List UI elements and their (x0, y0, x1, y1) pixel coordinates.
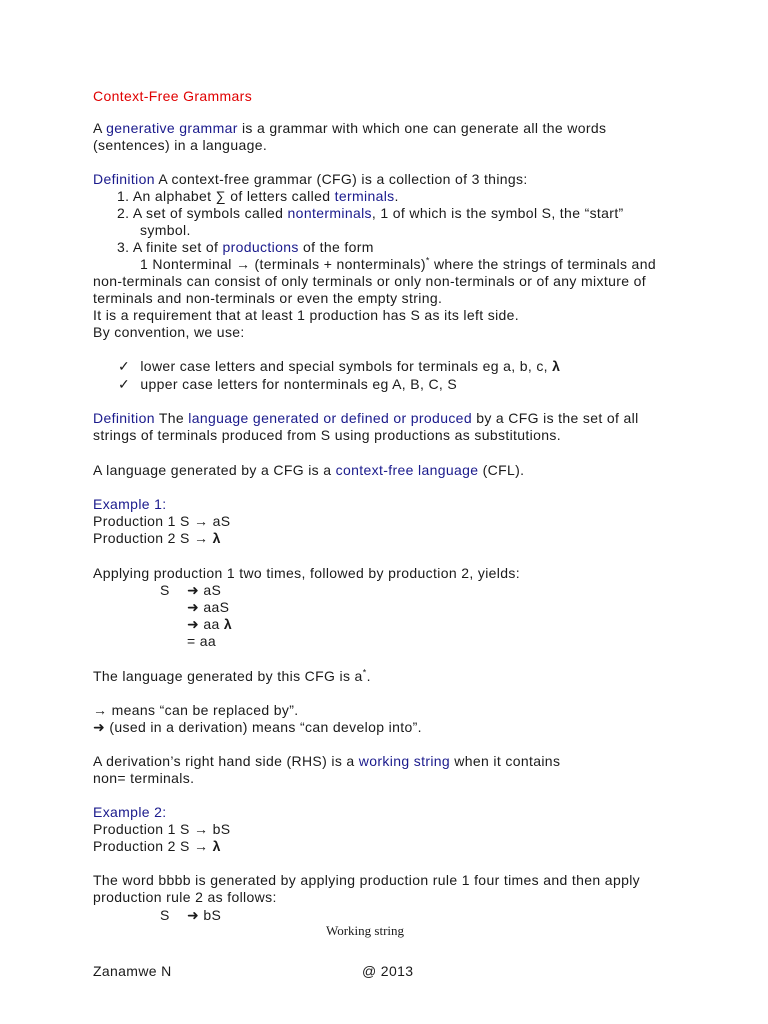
bullet-1 (118, 358, 560, 375)
applying-text: Applying production 1 two times, followed by production 2, yields: (93, 565, 520, 581)
definition-language (93, 410, 639, 427)
intro-line-2: (sentences) in a language. (93, 137, 268, 153)
word-bbbb-line-2: production rule 2 as follows: (93, 889, 277, 905)
example-2-label: Example 2: (93, 804, 167, 820)
list-item-2-cont: symbol. (140, 222, 191, 238)
intro-text: is a grammar with which one can generate all the words (237, 120, 607, 136)
means-replaced: → means “can be replaced by”. (93, 702, 299, 718)
definition-label: Definition (93, 410, 155, 426)
bullet-text: upper case letters for nonterminals eg A, B, C, S (140, 376, 458, 392)
word-bbbb-line-1: The word bbbb is generated by applying production rule 1 four times and then apply (93, 872, 641, 888)
means-develop: ➜ (used in a derivation) means “can develop into”. (93, 719, 422, 735)
list-text: 2. A set of symbols called (117, 205, 288, 221)
cfl-text (93, 462, 524, 479)
definition-text: A context-free grammar (CFG) is a collection of 3 things: (154, 171, 528, 187)
derivation-start: S (160, 582, 170, 598)
example-2-production-1: Production 1 S → bS (93, 821, 231, 837)
lambda-symbol: λ (212, 530, 221, 546)
cfl-plain: A language generated by a CFG is a (93, 462, 336, 478)
checkmark-icon: ✓ (118, 376, 131, 392)
list-item-3 (117, 239, 374, 256)
working-string-def (93, 753, 560, 770)
derivation-step-3 (187, 616, 232, 633)
working-string-annotation: Working string (326, 923, 405, 938)
page-title: Context-Free Grammars (93, 88, 253, 104)
term-nonterminals: nonterminals (287, 205, 372, 221)
language-text: . (366, 668, 371, 684)
definition-text: The (154, 410, 189, 426)
list-text: 3. A finite set of (117, 239, 223, 255)
form-text: 1 Nonterminal → (terminals + nonterminals) (140, 256, 426, 272)
derivation-step-1: ➜ aS (187, 582, 222, 598)
list-text: , 1 of which is the symbol S, the “start” (371, 205, 624, 221)
intro-text: A (93, 120, 107, 136)
requirement-text: It is a requirement that at least 1 production has S as its left side. (93, 307, 520, 323)
footer-year: @ 2013 (362, 963, 414, 979)
definition-cfg (93, 171, 528, 188)
convention-text: By convention, we use: (93, 324, 245, 340)
derivation-2-start: S (160, 907, 170, 923)
lambda-symbol: λ (223, 616, 232, 632)
footer-author: Zanamwe N (93, 963, 172, 979)
example-1-production-2 (93, 530, 221, 547)
example-1-label: Example 1: (93, 496, 167, 512)
kleene-star: * (362, 667, 367, 678)
term-working-string: working string (358, 753, 451, 769)
derivation-text: ➜ aa (187, 616, 224, 632)
example-2-production-2 (93, 838, 221, 855)
term-context-free-language: context-free language (335, 462, 479, 478)
form-text: where the strings of terminals and (429, 256, 656, 272)
term-language-generated: language generated or defined or produced (188, 410, 472, 426)
definition-text: by a CFG is the set of all (471, 410, 639, 426)
definition-label: Definition (93, 171, 155, 187)
term-generative-grammar: generative grammar (106, 120, 238, 136)
production-form (140, 256, 656, 273)
working-text: A derivation’s right hand side (RHS) is a (93, 753, 359, 769)
list-text: . (394, 188, 399, 204)
lambda-symbol: λ (552, 358, 561, 374)
term-productions: productions (222, 239, 299, 255)
bullet-text: lower case letters and special symbols for terminals eg a, b, c, (140, 358, 553, 374)
list-item-2 (117, 205, 624, 222)
derivation-2-step-1: ➜ bS (187, 907, 222, 923)
checkmark-icon: ✓ (118, 358, 131, 374)
kleene-star: * (425, 255, 430, 266)
lambda-symbol: λ (212, 838, 221, 854)
cfl-plain: (CFL). (478, 462, 525, 478)
definition-language-cont: strings of terminals produced from S using productions as substitutions. (93, 427, 561, 443)
bullet-2 (118, 376, 457, 393)
derivation-step-2: ➜ aaS (187, 599, 230, 615)
language-text: The language generated by this CFG is a (93, 668, 363, 684)
derivation-result: = aa (187, 633, 217, 649)
intro-line-1 (93, 120, 606, 137)
language-a-star (93, 668, 371, 685)
list-item-1 (117, 188, 399, 205)
definition-cont-2: terminals and non-terminals or even the empty string. (93, 290, 443, 306)
definition-cont-1: non-terminals can consist of only terminals or only non-terminals or of any mixture of (93, 273, 646, 289)
production-text: Production 2 S → (93, 530, 213, 546)
term-terminals: terminals (334, 188, 395, 204)
list-text: of the form (298, 239, 374, 255)
list-text: 1. An alphabet ∑ of letters called (117, 188, 335, 204)
working-string-cont: non= terminals. (93, 770, 195, 786)
working-text: when it contains (450, 753, 561, 769)
example-1-production-1: Production 1 S → aS (93, 513, 231, 529)
production-text: Production 2 S → (93, 838, 213, 854)
